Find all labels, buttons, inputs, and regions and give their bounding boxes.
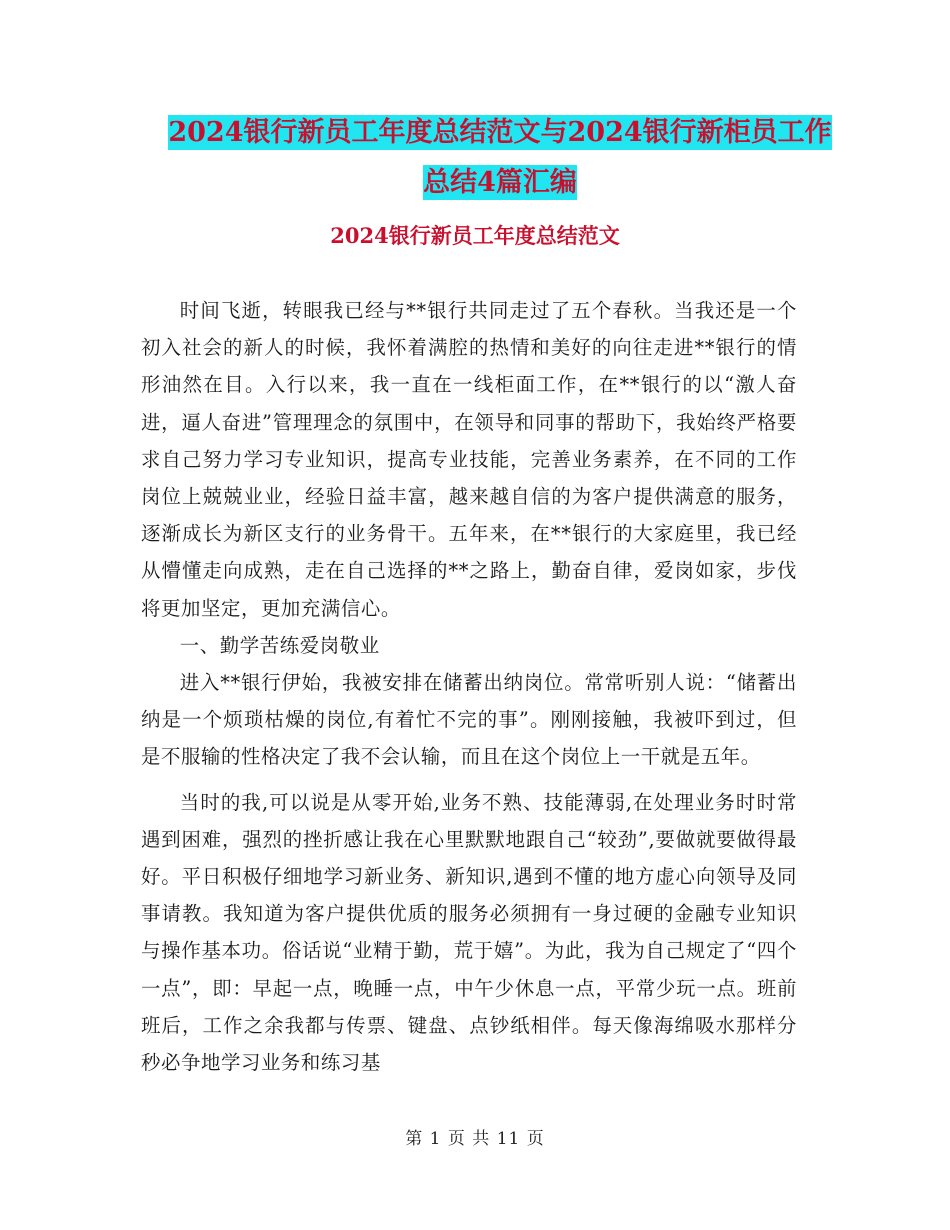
paragraph: 当时的我,可以说是从零开始,业务不熟、技能薄弱,在处理业务时时常遇到困难，强烈的挫折感让我在心里默默地跟自己“较劲”,要做就要做得最好。平日积极仔细地学习新业务、新知识,遇到不懂的地方虚心向领导及同事请教。我知道为客户提供优质的服务必须拥有一身过硬的金融专业知识与操作基本功。俗话说“业精于勤，荒于嬉”。为此，我为自己规定了“四个一点”，即：早起一点，晚睡一点，中午少休息一点，平常少玩一点。班前班后，工作之余我都与传票、键盘、点钞纸相伴。每天像海绵吸水那样分秒必争地学习业务和练习基 [141, 790, 797, 1075]
title-line-1: 2024银行新员工年度总结范文与2024银行新柜员工作 [168, 117, 832, 148]
paragraph: 时间飞逝，转眼我已经与**银行共同走过了五个春秋。当我还是一个初入社会的新人的时候，我怀着满腔的热情和美好的向往走进**银行的情形油然在目。入行以来，我一直在一线柜面工作，在**银行的以“激人奋进，逼人奋进”管理理念的氛围中，在领导和同事的帮助下，我始终严格要求自己努力学习专业知识，提高专业技能，完善业务素养，在不同的工作岗位上兢兢业业，经验日益丰富，越来越自信的为客户提供满意的服务，逐渐成长为新区支行的业务骨干。五年来，在**银行的大家庭里，我已经从懵懂走向成熟，走在自己选择的**之路上，勤奋自律，爱岗如家，步伐将更加坚定，更加充满信心。 [141, 299, 797, 620]
section-title: 2024银行新员工年度总结范文 [330, 223, 620, 248]
page-footer: 第 1 页 共 11 页 [405, 1129, 545, 1149]
title-line-2: 总结4篇汇编 [423, 167, 577, 198]
section-heading: 一、勤学苦练爱岗敬业 [179, 633, 380, 657]
paragraph: 进入**银行伊始，我被安排在储蓄出纳岗位。常常听别人说：“储蓄出纳是一个烦琐枯燥的岗位,有着忙不完的事”。刚刚接触，我被吓到过，但是不服输的性格决定了我不会认输，而且在这个岗位上一干就是五年。 [141, 671, 797, 769]
document-title [140, 108, 860, 208]
document-body [141, 292, 797, 1081]
